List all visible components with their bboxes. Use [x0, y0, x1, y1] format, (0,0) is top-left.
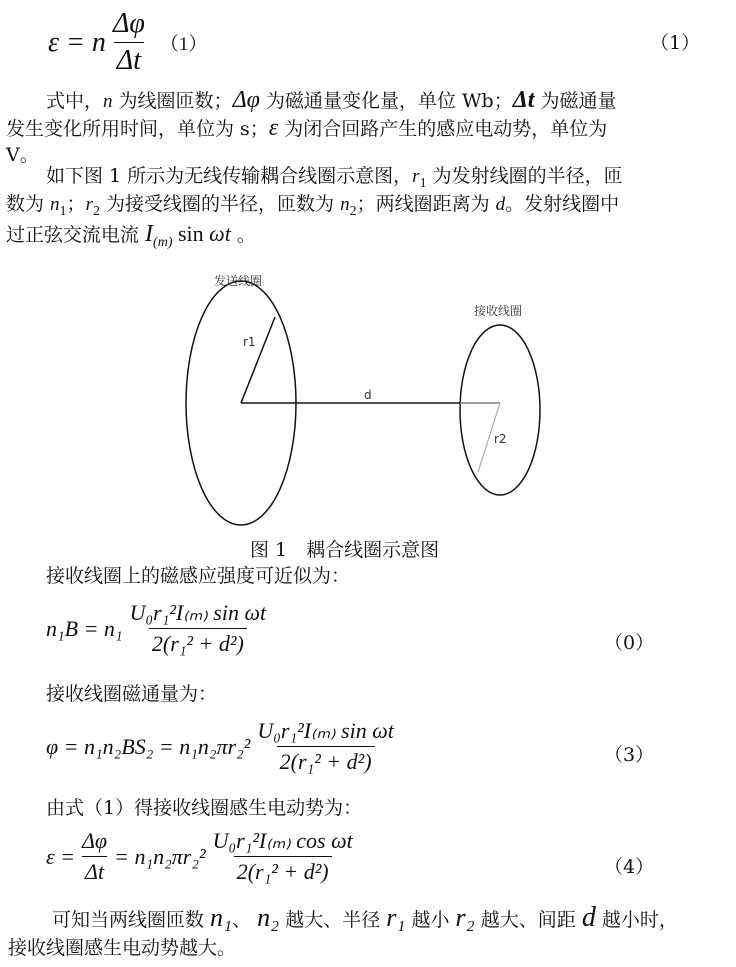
subscript: 1 [59, 203, 67, 219]
equation-2 [46, 600, 273, 657]
text: 为接受线圈的半径，匝数为 [99, 193, 341, 215]
subscript: 2 [92, 203, 100, 219]
send-coil-label: 发送线圈 [214, 274, 263, 288]
equation-3 [46, 718, 401, 775]
subscript: 1 [419, 175, 427, 191]
math-dt: Δt [512, 87, 535, 113]
r1-line [241, 317, 275, 403]
text: 为线圈匝数； [112, 90, 233, 112]
text: 、 [232, 909, 258, 931]
para1-line3: V。 [6, 144, 39, 166]
eq1-number: （1） [650, 32, 701, 54]
math-r2: r₂ [455, 903, 475, 932]
math-wt: ωt [209, 221, 231, 246]
text: 为磁通量 [534, 90, 617, 112]
receive-coil-label: 接收线圈 [474, 304, 523, 318]
eq3-fraction [254, 718, 397, 775]
eq2-number: （0） [604, 632, 655, 654]
text-emf: 由式（1）得接收线圈感生电动势为： [46, 797, 363, 819]
text: ； [66, 193, 86, 215]
eq2-fraction [127, 600, 270, 657]
r2-label: r2 [494, 432, 507, 446]
eq4-mid: = n₁n₂πr₂² [114, 843, 206, 869]
eq4-numerator: U₀r₁²I₍ₘ₎ cos ωt [212, 828, 353, 853]
eq2-lhs: n₁B = n₁ [46, 615, 123, 641]
text: 为磁通量变化量，单位 Wb； [259, 90, 513, 112]
figure-caption: 图 1 耦合线圈示意图 [250, 539, 440, 561]
eq4-lhs: ε = [46, 843, 76, 869]
eq4-denominator: 2(r₁² + d²) [234, 856, 332, 885]
text: 如下图 1 所示为无线传输耦合线圈示意图， [46, 165, 413, 187]
text: 越大、半径 [279, 909, 387, 931]
math-n: n [50, 194, 60, 215]
eq3-number: （3） [604, 744, 655, 766]
text-flux: 接收线圈磁通量为： [46, 683, 218, 705]
math-n: n [340, 194, 350, 215]
eq1-inline-number: （1） [159, 34, 208, 55]
subscript: 2 [349, 203, 357, 219]
math-sin: sin [172, 221, 210, 246]
math-n: n [103, 91, 113, 112]
eq4-fraction-1 [79, 828, 110, 885]
math-eps: ε [268, 115, 279, 141]
math-r1: r₁ [386, 903, 406, 932]
equation-4 [46, 828, 360, 885]
receive-coil [460, 325, 540, 495]
text: 为发射线圈的半径，匝 [426, 165, 623, 187]
text: 。 [230, 224, 256, 246]
text: 数为 [6, 193, 51, 215]
eq1-numerator: Δφ [112, 8, 145, 39]
text: 可知当两线圈匝数 [52, 909, 211, 931]
math-I: I [145, 221, 154, 247]
text: 为闭合回路产生的感应电动势，单位为 [278, 118, 608, 140]
text: 越小时， [595, 909, 678, 931]
text: 越大、间距 [474, 909, 582, 931]
conclusion-line1 [52, 904, 678, 934]
eq2-numerator: U₀r₁²I₍ₘ₎ sin ωt [129, 600, 267, 625]
r1-label: r1 [243, 335, 256, 349]
text: 越小 [405, 909, 456, 931]
text: 式中， [46, 90, 104, 112]
eq2-denominator: 2(r₁² + d²) [149, 628, 247, 657]
text-b-field: 接收线圈上的磁感应强度可近似为： [46, 565, 351, 587]
math-r: r [85, 194, 93, 215]
eq1-lhs: ε = n [48, 26, 106, 58]
eq3-denominator: 2(r₁² + d²) [277, 746, 375, 775]
subscript: (m) [153, 234, 173, 250]
d-label: d [364, 388, 372, 402]
eq4-delta-t: Δt [82, 856, 107, 885]
eq4-fraction-2 [210, 828, 356, 885]
text: 过正弦交流电流 [6, 224, 146, 246]
math-n1: n₁ [210, 903, 233, 932]
eq3-numerator: U₀r₁²I₍ₘ₎ sin ωt [257, 718, 394, 743]
math-dphi: Δφ [232, 87, 260, 113]
math-d: d [581, 902, 596, 933]
conclusion-line2: 接收线圈感生电动势越大。 [8, 937, 237, 959]
math-d: d [495, 194, 506, 215]
math-n2: n₂ [257, 903, 280, 932]
math-r: r [412, 166, 420, 187]
eq4-number: （4） [604, 856, 655, 878]
text: 发生变化所用时间，单位为 s； [6, 118, 269, 140]
eq3-lhs: φ = n₁n₂BS₂ = n₁n₂πr₂² [46, 733, 251, 759]
text: 。发射线圈中 [505, 193, 620, 215]
eq1-denominator: Δt [114, 42, 144, 77]
eq4-delta-phi: Δφ [82, 828, 108, 853]
text: ；两线圈距离为 [356, 193, 496, 215]
